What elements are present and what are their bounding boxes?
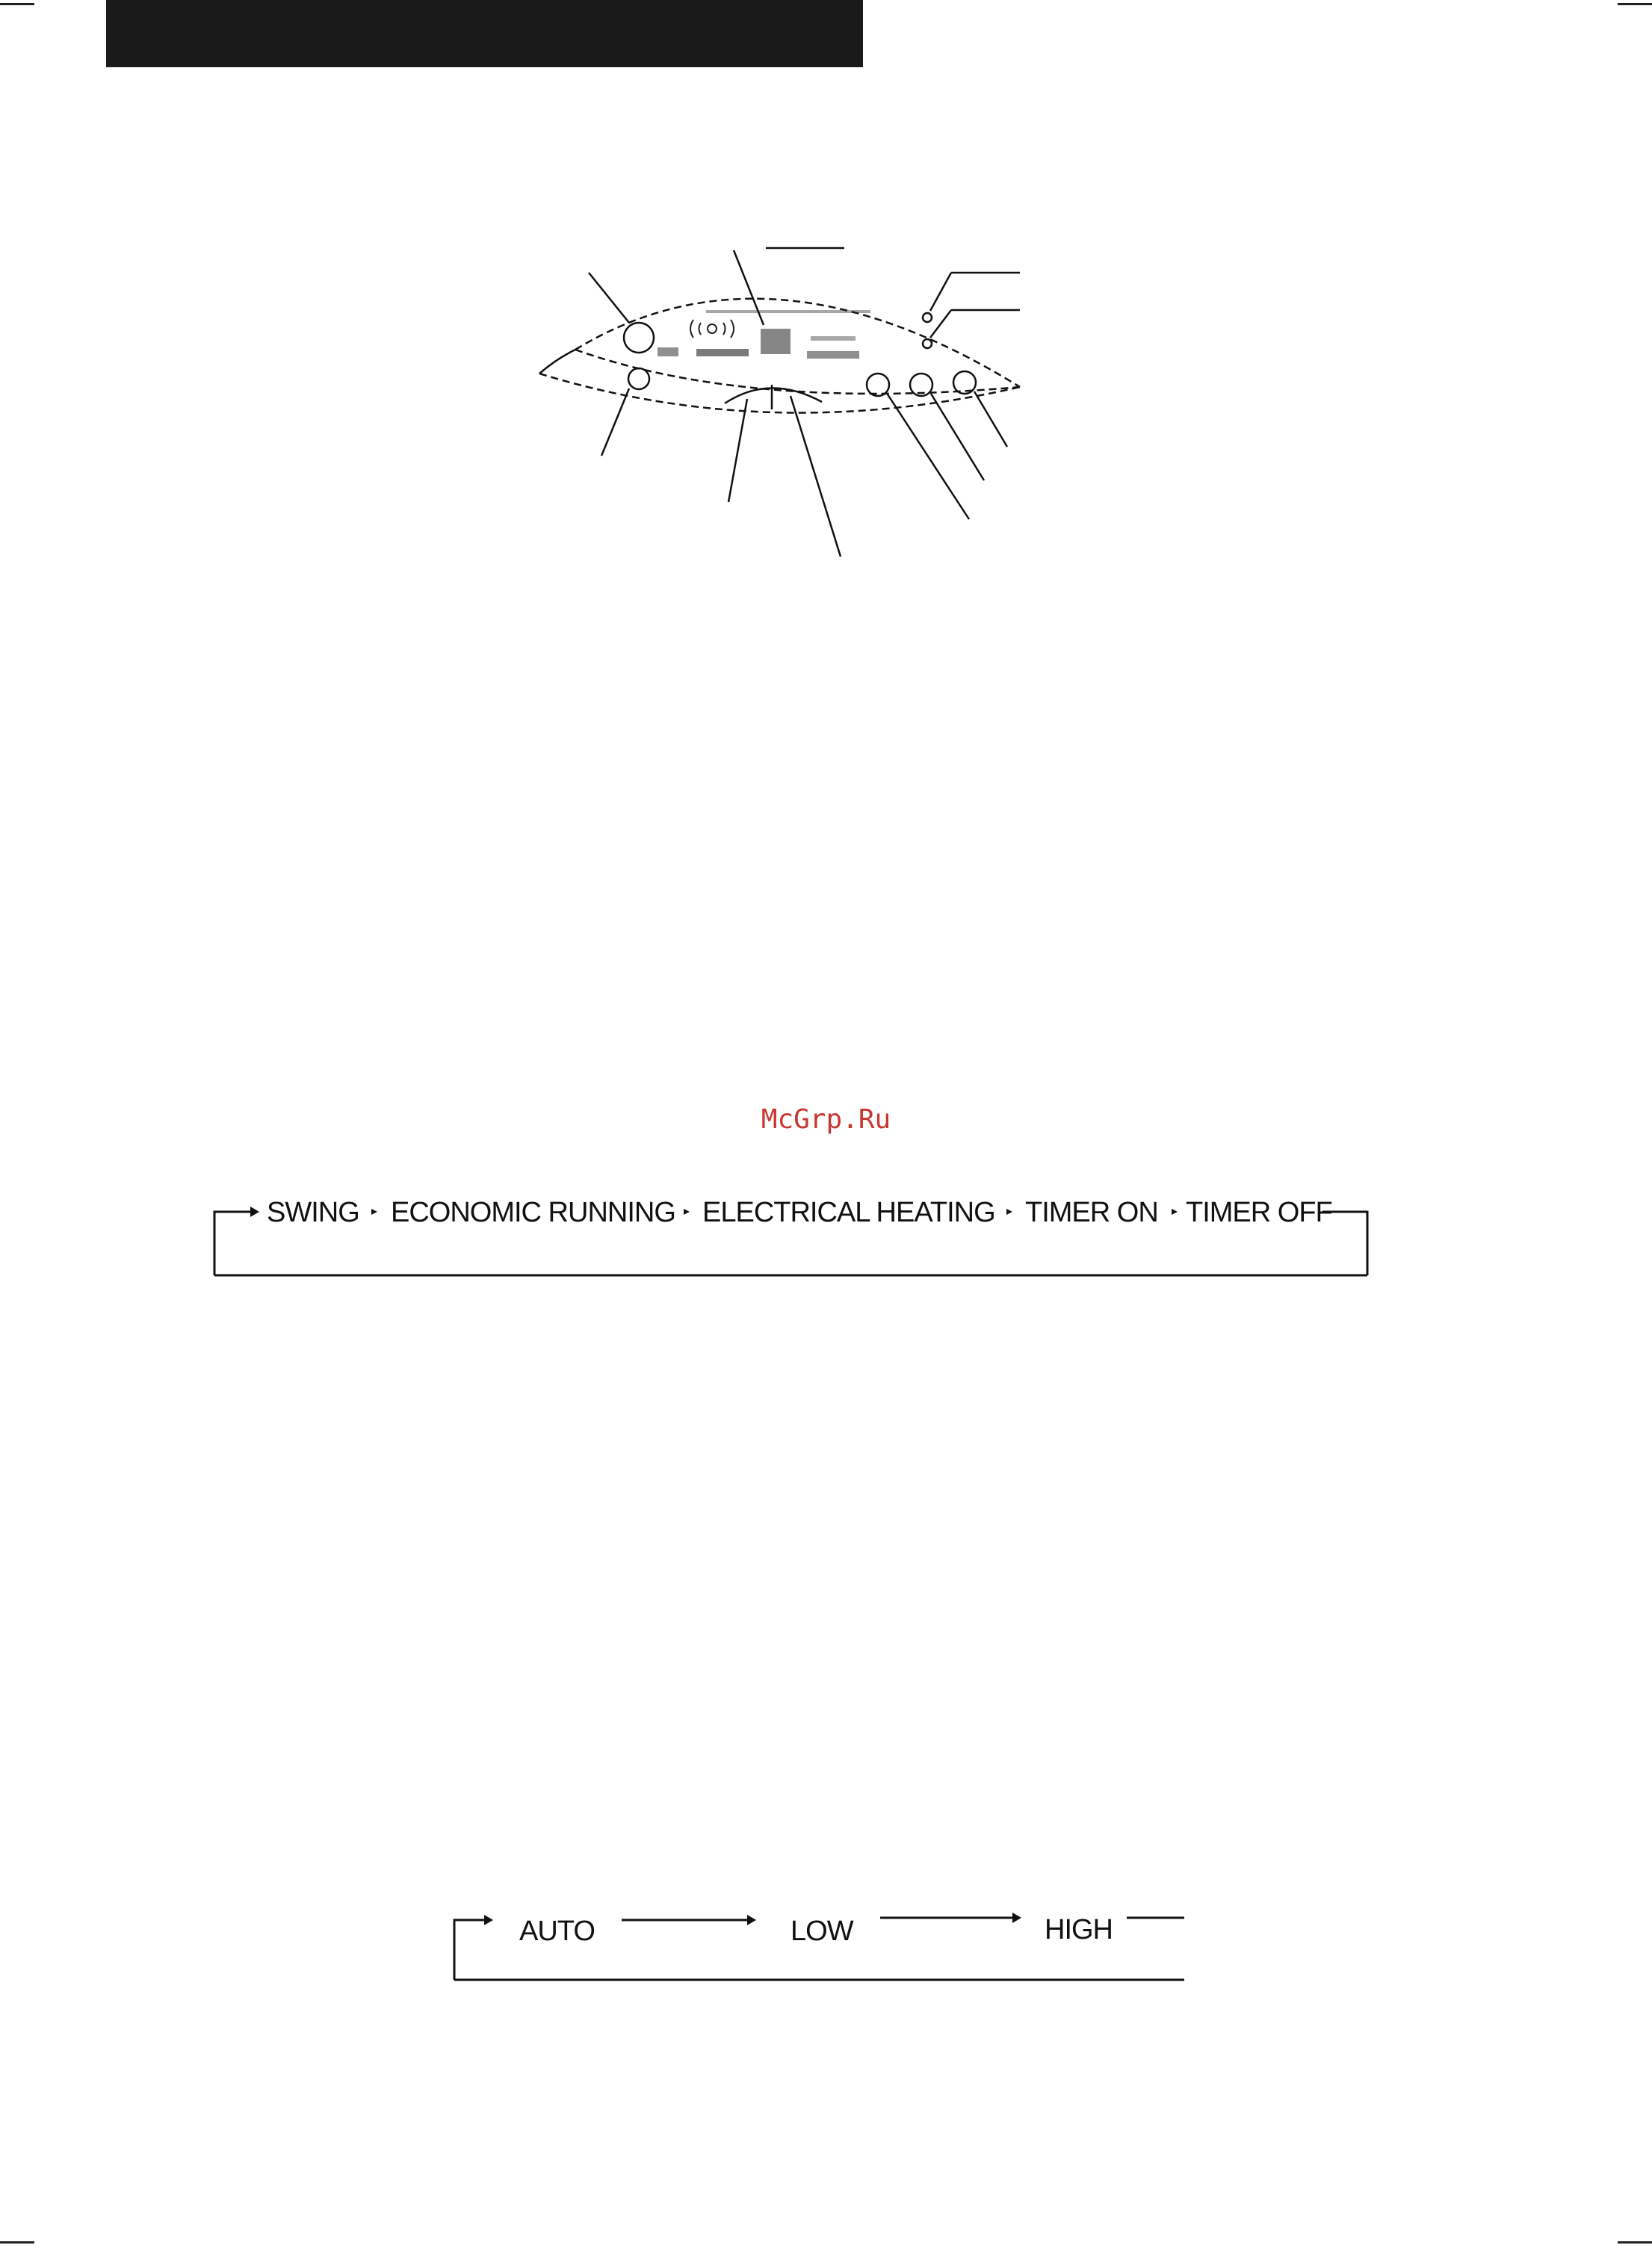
cycle-item-timer-on: TIMER ON	[1025, 1197, 1158, 1228]
cycle-item-economic-running: ECONOMIC RUNNING	[391, 1197, 675, 1228]
power-button	[624, 323, 654, 353]
fan-speed-cycle-diagram	[448, 1898, 1195, 1987]
function-button	[953, 371, 976, 394]
crop-mark-bottom-left	[0, 2241, 34, 2244]
crop-mark-top-right	[1618, 3, 1652, 5]
function-cycle-diagram	[209, 1180, 1382, 1285]
mode-button	[628, 368, 649, 389]
speed-button	[867, 374, 889, 396]
cycle-item-timer-off: TIMER OFF	[1186, 1197, 1332, 1228]
crop-mark-bottom-right	[1618, 2241, 1652, 2244]
fan-speed-low: LOW	[791, 1916, 853, 1947]
fan-speed-auto: AUTO	[519, 1916, 595, 1947]
cycle-item-swing: SWING	[267, 1197, 359, 1228]
crop-mark-top-left	[0, 3, 34, 5]
control-panel-diagram	[523, 239, 1046, 568]
cycle-item-electrical-heating: ELECTRICAL HEATING	[702, 1197, 995, 1228]
section-header-bar	[106, 0, 863, 67]
watermark: McGrp.Ru	[761, 1104, 891, 1135]
fan-speed-high: HIGH	[1045, 1914, 1113, 1945]
